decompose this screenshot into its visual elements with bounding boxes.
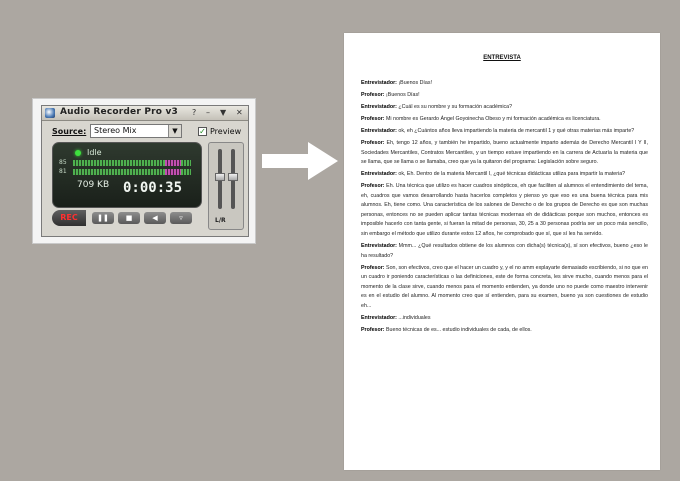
speaker-label: Profesor: [361,326,385,333]
interview-paragraph [361,242,648,261]
document-page [344,33,660,470]
file-size: 709 KB [77,180,110,190]
preview-checkbox[interactable]: ✓ [199,127,206,136]
recorder-display [52,142,202,208]
level-right-label: 81 [59,168,67,175]
chevron-down-icon[interactable]: ▼ [168,125,181,137]
interview-paragraph [361,127,648,137]
volume-slider-right[interactable] [228,173,238,181]
speaker-label: Profesor: [361,264,385,271]
menu-button[interactable]: ▼ [220,108,227,117]
speaker-text: ok, eh ¿Cuántos años lleva impartiendo la materia de mercantil 1 y qué otras materias más imparte? [396,127,635,134]
speaker-text: ...individuales [396,314,431,321]
speaker-text: Mmm... ¿Qué resultados obtiene de los alumnos con dicha(s) técnica(s), sí son efectivos, bueno ¿eso le ha resultado? [361,243,648,259]
status-led-icon [75,150,81,156]
balance-label: L/R [215,217,226,224]
interview-paragraph [361,264,648,312]
speaker-text: Mi nombre es Gerardo Ángel Goyoinecha Obeso y mi formación académica es licenciatura. [384,115,601,122]
interview-paragraph [361,115,648,125]
speaker-text: Eh, tengo 12 años, y también he impartido, bueno actualmente imparto además de Derecho Mercantil I Y II, Sociedades Mercantiles, Contratos Mercantiles, y un tiempo estuve impartiendo en la carrera de Actuaría la materia que se llama, que se llama o se llamaba, creo que ya la quitaron del programa: Legislación sobre seguro. [361,139,648,166]
interview-paragraph [361,326,648,336]
stop-button[interactable]: ■ [118,212,140,224]
level-meter-right [73,169,191,175]
document-title: ENTREVISTA [483,55,521,61]
eject-button[interactable]: ▿ [170,212,192,224]
source-select-value: Stereo Mix [94,126,137,135]
speaker-label: Profesor: [361,183,385,190]
elapsed-time: 0:00:35 [123,180,183,196]
speaker-label: Entrevistador: [361,171,397,178]
right-arrow-icon [262,140,342,182]
level-left-label: 85 [59,159,67,166]
help-button[interactable]: ? [192,108,197,117]
speaker-text: ok, Eh. Dentro de la materia Mercantil I, ¿qué técnicas didácticas utiliza para impartir la materia? [396,171,626,178]
recorder-window [41,105,249,237]
interview-paragraph [361,91,648,101]
app-icon [45,108,55,118]
speaker-label: Profesor: [361,91,385,98]
interview-paragraph [361,314,648,324]
interview-paragraph [361,182,648,240]
record-button[interactable]: REC [52,210,86,226]
recorder-titlebar[interactable] [42,106,248,121]
speaker-text: ¿Cuál es su nombre y su formación académica? [396,103,513,110]
recorder-screenshot-frame [32,98,256,244]
source-select[interactable] [90,124,182,138]
speaker-label: Profesor: [361,139,385,146]
speaker-label: Profesor: [361,115,385,122]
volume-slider-left[interactable] [215,173,225,181]
speaker-text: ¡Buenos Días! [384,91,420,98]
status-text: Idle [87,148,102,157]
interview-paragraph [361,139,648,168]
close-button[interactable]: ✕ [236,108,243,117]
level-meter-left [73,160,191,166]
pause-button[interactable]: ❚❚ [92,212,114,224]
speaker-label: Entrevistador: [361,80,397,86]
speaker-label: Entrevistador: [361,314,397,321]
document-body [361,79,648,338]
minimize-button[interactable]: – [206,108,210,117]
mute-icon[interactable]: ◀ [144,212,166,224]
speaker-text: Eh. Una técnica que utilizo es hacer cuadros sinópticos, eh que faciliten al alumnos el entendimiento del tema, eh, cuadros que vamos desarrollando hasta hacerlos completos y pienso yo que eso es una buena técnica para mis alumnos. Eh, tiene como. Una característica de los salones de Derecho o de los grupos de Derecho es que son muchas personas, entonces no se pueden aplicar tantas técnicas modernas eh de didácticas porque son muchos, entonces es imposible hacerlo con tanta gente, si fueran la mitad de personas, 30, 25 a 30 personas podría ser un poco más sencillo, sin embargo el método que utilizo durante estos 12 años, he comprobado que sí, que sí les ha servido. [361,183,648,238]
speaker-text: Bueno técnicas de es... estudio individuales de cada, de ellos. [384,326,532,333]
interview-paragraph [361,103,648,113]
speaker-label: Entrevistador: [361,127,397,134]
interview-paragraph [361,170,648,180]
speaker-label: Entrevistador: [361,103,397,110]
source-label: Source: [52,127,87,136]
interview-paragraph [361,79,648,89]
speaker-text: Son, son efectivos, creo que el hacer un cuadro y, y el no amm explayarte demasiado escribiendo, si no que en un cuadro ir poniendo características o las definiciones, este de forma concreta, les sirve mucho, cuando menos para el momento de la clase sirve, cuando menos para el momento entienden, ya donde uno no puede como maestro intervenir es en el estudio del alumno. Al momento creo que sí entienden, para su examen, bueno ya son cuestiones de estudio eh... [361,264,648,309]
preview-label: Preview [210,127,242,136]
recorder-title: Audio Recorder Pro v3 [60,107,179,117]
speaker-label: Entrevistador: [361,243,397,250]
volume-sliders [208,142,244,230]
speaker-text: ¡Buenos Días! [396,80,432,86]
transport-controls [52,210,202,226]
